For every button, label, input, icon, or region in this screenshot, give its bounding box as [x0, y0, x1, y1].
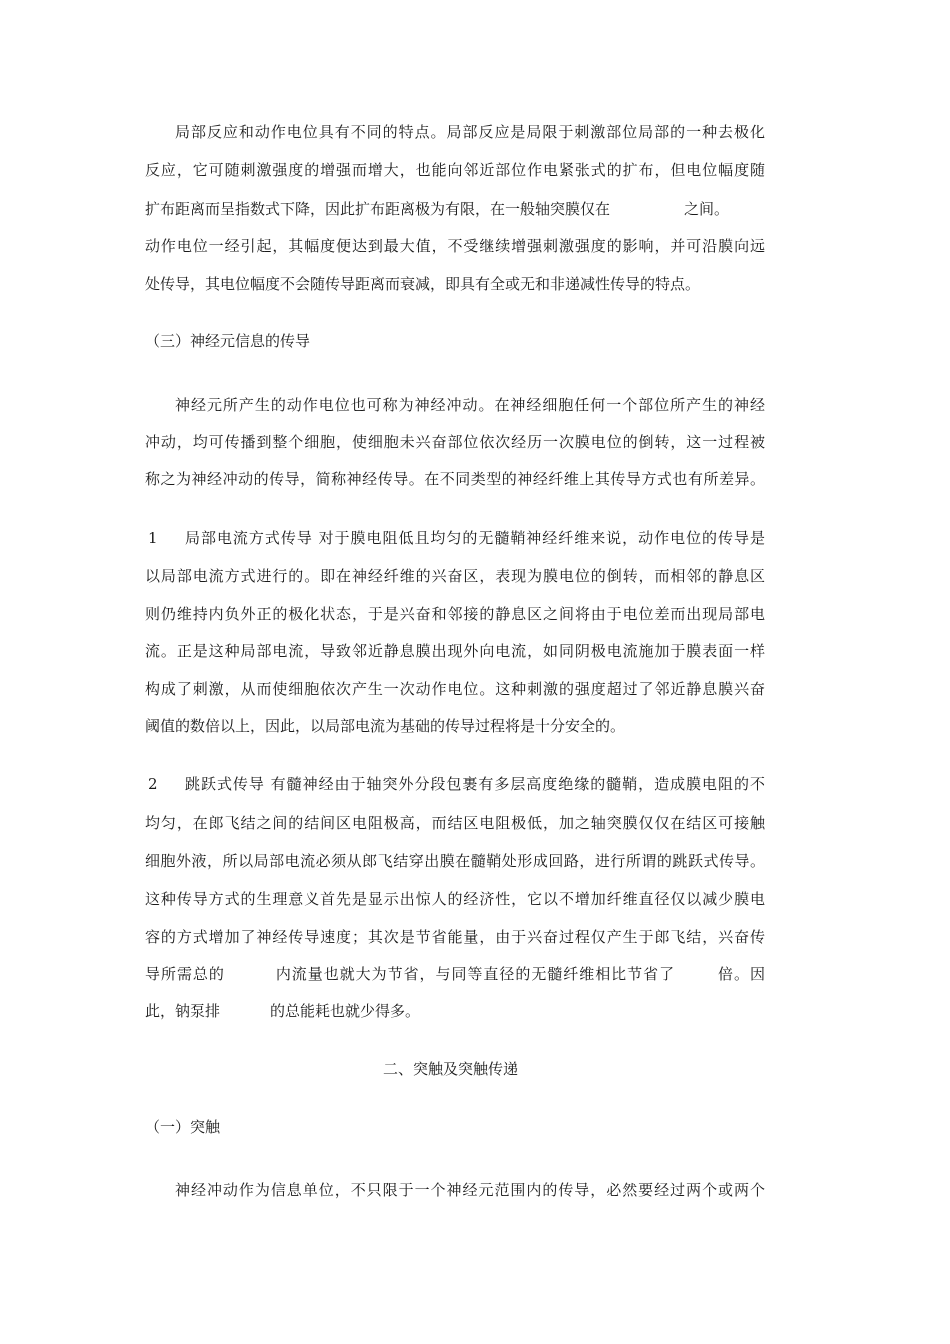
paragraph-line: [145, 964, 765, 984]
text-segment: 导所需总的: [145, 965, 225, 983]
section-heading: （一）突触: [145, 1118, 221, 1136]
paragraph-line: 局部反应和动作电位具有不同的特点。局部反应是局限于刺激部位局部的一种去极化: [175, 123, 765, 141]
paragraph-line: 称之为神经冲动的传导，简称神经传导。在不同类型的神经纤维上其传导方式也有所差异。: [145, 470, 765, 488]
paragraph-line: 流。正是这种局部电流，导致邻近静息膜出现外向电流，如同阴极电流施加于膜表面一样: [145, 642, 765, 660]
paragraph-line: 反应，它可随刺激强度的增强而增大，也能向邻近部位作电紧张式的扩布，但电位幅度随: [145, 161, 765, 179]
paragraph-line: 容的方式增加了神经传导速度；其次是节省能量，由于兴奋过程仅产生于郎飞结，兴奋传: [145, 928, 765, 946]
item-number: 2: [148, 775, 158, 793]
text-segment: 扩布距离而呈指数式下降，因此扩布距离极为有限，在一般轴突膜仅在: [145, 200, 611, 218]
text-segment: 的总能耗也就少得多。: [270, 1002, 421, 1020]
paragraph-line: 动作电位一经引起，其幅度便达到最大值，不受继续增强刺激强度的影响，并可沿膜向远: [145, 237, 765, 255]
paragraph-line: 神经冲动作为信息单位，不只限于一个神经元范围内的传导，必然要经过两个或两个: [175, 1181, 765, 1199]
paragraph-line: 细胞外液，所以局部电流必须从郎飞结穿出膜在髓鞘处形成回路，进行所谓的跳跃式传导。: [145, 852, 765, 870]
item-number: 1: [148, 529, 158, 547]
paragraph-line: 构成了刺激，从而使细胞依次产生一次动作电位。这种刺激的强度超过了邻近静息膜兴奋: [145, 680, 765, 698]
paragraph-line: [145, 199, 765, 219]
paragraph-line: 则仍维持内负外正的极化状态，于是兴奋和邻接的静息区之间将由于电位差而出现局部电: [145, 605, 765, 623]
paragraph-line: 这种传导方式的生理意义首先是显示出惊人的经济性，它以不增加纤维直径仅以减少膜电: [145, 890, 765, 908]
paragraph-line: 处传导，其电位幅度不会随传导距离而衰减，即具有全或无和非递减性传导的特点。: [145, 275, 701, 293]
paragraph-line: [145, 1001, 765, 1021]
text-segment: 倍。因: [717, 965, 765, 983]
paragraph-line: 局部电流方式传导 对于膜电阻低且均匀的无髓鞘神经纤维来说，动作电位的传导是: [185, 529, 765, 547]
paragraph-line: 神经元所产生的动作电位也可称为神经冲动。在神经细胞任何一个部位所产生的神经: [175, 396, 765, 414]
section-heading: （三）神经元信息的传导: [145, 332, 311, 350]
text-segment: 内流量也就大为节省，与同等直径的无髓纤维相比节省了: [274, 965, 676, 983]
paragraph-line: 跳跃式传导 有髓神经由于轴突外分段包裹有多层高度绝缘的髓鞘，造成膜电阻的不: [185, 775, 765, 793]
paragraph-line: 以局部电流方式进行的。即在神经纤维的兴奋区，表现为膜电位的倒转，而相邻的静息区: [145, 567, 765, 585]
chapter-heading: 二、突触及突触传递: [383, 1060, 519, 1078]
text-segment: 此，钠泵排: [145, 1002, 221, 1020]
paragraph-line: 阈值的数倍以上，因此，以局部电流为基础的传导过程将是十分安全的。: [145, 717, 626, 735]
text-segment: 之间。: [684, 200, 730, 218]
paragraph-line: 冲动，均可传播到整个细胞，使细胞未兴奋部位依次经历一次膜电位的倒转，这一过程被: [145, 433, 765, 451]
paragraph-line: 均匀，在郎飞结之间的结间区电阻极高，而结区电阻极低，加之轴突膜仅仅在结区可接触: [145, 814, 765, 832]
